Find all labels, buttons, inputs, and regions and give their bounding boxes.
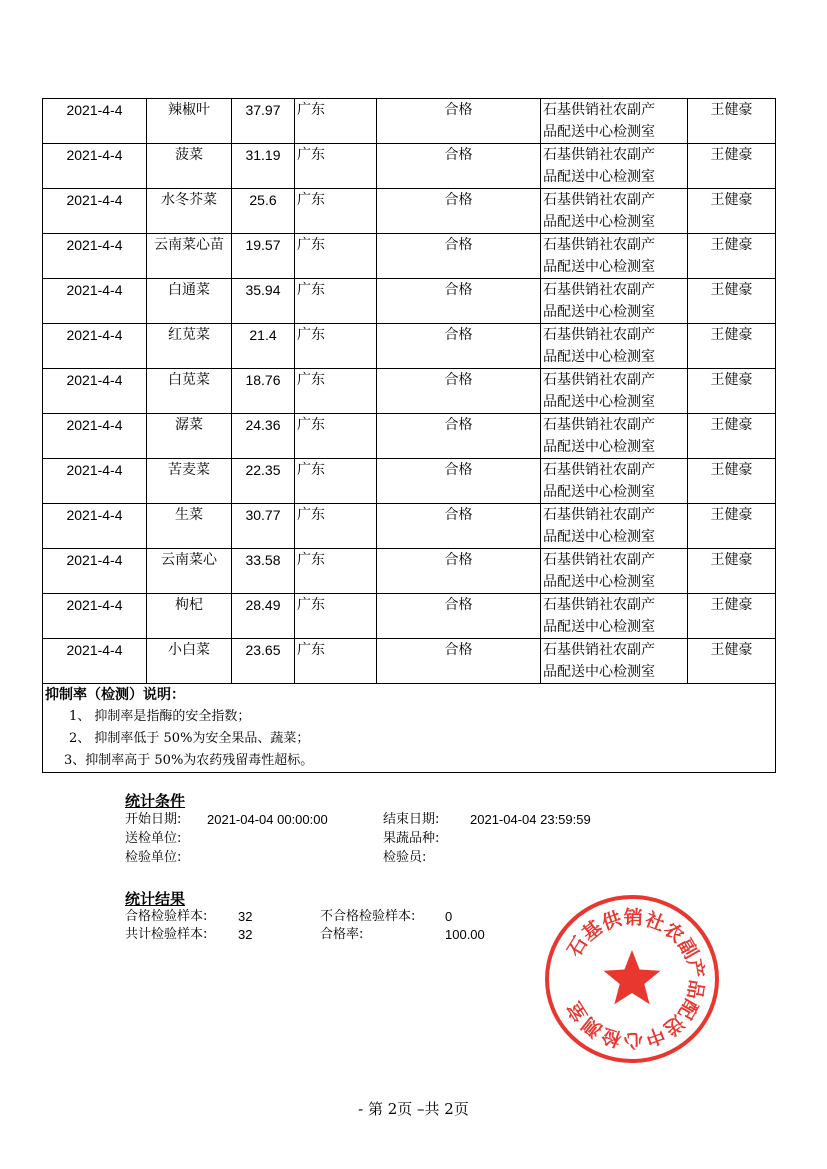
inspection-unit-label: 检验单位: [125, 850, 182, 865]
item-name-cell: 生菜 [147, 504, 232, 549]
inhibition-rate-cell: 35.94 [232, 279, 295, 324]
seal-char: 副 [673, 935, 702, 963]
seal-char: 供 [599, 907, 625, 935]
lab-cell [541, 414, 688, 459]
seal-star-icon [604, 950, 661, 1004]
date-cell: 2021-4-4 [43, 459, 147, 504]
origin-cell: 广东 [295, 99, 377, 144]
seal-char: 心 [623, 1028, 644, 1052]
inhibition-rate-cell: 23.65 [232, 639, 295, 684]
note-line-2: 2、 抑制率低于 50%为安全果品、蔬菜； [69, 731, 310, 746]
item-name-cell: 白通菜 [147, 279, 232, 324]
inhibition-rate-cell: 19.57 [232, 234, 295, 279]
lab-line-2: 品配送中心检测室 [543, 529, 655, 545]
item-name-cell: 水冬芥菜 [147, 189, 232, 234]
inspector-cell: 王健豪 [688, 144, 776, 189]
inspector-cell: 王健豪 [688, 504, 776, 549]
lab-line-2: 品配送中心检测室 [543, 304, 655, 320]
inspector-cell: 王健豪 [688, 459, 776, 504]
origin-cell: 广东 [295, 594, 377, 639]
item-name-cell: 白苋菜 [147, 369, 232, 414]
date-cell: 2021-4-4 [43, 99, 147, 144]
table-row [43, 639, 776, 684]
table-row [43, 189, 776, 234]
inspector-cell: 王健豪 [688, 189, 776, 234]
date-cell: 2021-4-4 [43, 594, 147, 639]
seal-char: 检 [599, 1023, 625, 1051]
lab-cell [541, 549, 688, 594]
inspector-cell: 王健豪 [688, 279, 776, 324]
table-row [43, 279, 776, 324]
note-line-3: 3、抑制率高于 50%为农药残留毒性超标。 [64, 753, 314, 768]
inspector-cell: 王健豪 [688, 414, 776, 459]
inhibition-rate-cell: 24.36 [232, 414, 295, 459]
page-footer: - 第 2页 –共 2页 [358, 1100, 469, 1118]
inhibition-rate-cell: 18.76 [232, 369, 295, 414]
lab-line-1: 石基供销社农副产 [543, 237, 655, 253]
inspector-cell: 王健豪 [688, 99, 776, 144]
item-name-cell: 云南菜心 [147, 549, 232, 594]
lab-line-1: 石基供销社农副产 [543, 192, 655, 208]
lab-line-1: 石基供销社农副产 [543, 372, 655, 388]
origin-cell: 广东 [295, 639, 377, 684]
result-cell: 合格 [377, 279, 541, 324]
table-row [43, 234, 776, 279]
lab-line-1: 石基供销社农副产 [543, 597, 655, 613]
inspector-cell: 王健豪 [688, 549, 776, 594]
total-samples-label: 共计检验样本: [125, 927, 208, 942]
date-cell: 2021-4-4 [43, 549, 147, 594]
table-row [43, 549, 776, 594]
seal-char: 农 [659, 918, 689, 948]
inspector-cell: 王健豪 [688, 369, 776, 414]
date-cell: 2021-4-4 [43, 639, 147, 684]
date-cell: 2021-4-4 [43, 189, 147, 234]
origin-cell: 广东 [295, 414, 377, 459]
official-seal [543, 893, 721, 1065]
end-date-value: 2021-04-04 23:59:59 [470, 812, 591, 827]
lab-cell [541, 639, 688, 684]
notes-row [43, 684, 776, 773]
seal-char: 产 [682, 957, 708, 980]
table-row [43, 369, 776, 414]
date-cell: 2021-4-4 [43, 144, 147, 189]
lab-line-1: 石基供销社农副产 [543, 417, 655, 433]
table-row [43, 504, 776, 549]
table-row [43, 594, 776, 639]
variety-label: 果蔬品种: [383, 831, 440, 846]
date-cell: 2021-4-4 [43, 279, 147, 324]
result-cell: 合格 [377, 99, 541, 144]
lab-cell [541, 459, 688, 504]
seal-graphic [543, 893, 721, 1065]
seal-char: 中 [642, 1022, 668, 1050]
notes-cell [43, 684, 776, 773]
origin-cell: 广东 [295, 234, 377, 279]
table-row [43, 99, 776, 144]
origin-cell: 广东 [295, 279, 377, 324]
origin-cell: 广东 [295, 144, 377, 189]
seal-char: 基 [578, 916, 607, 946]
date-cell: 2021-4-4 [43, 504, 147, 549]
inspector-cell: 王健豪 [688, 324, 776, 369]
result-cell: 合格 [377, 549, 541, 594]
origin-cell: 广东 [295, 189, 377, 234]
lab-cell [541, 504, 688, 549]
total-samples-value: 32 [238, 927, 253, 942]
lab-line-2: 品配送中心检测室 [543, 439, 655, 455]
inspector-cell: 王健豪 [688, 594, 776, 639]
inhibition-rate-cell: 21.4 [232, 324, 295, 369]
seal-char: 配 [673, 995, 702, 1023]
inhibition-rate-cell: 28.49 [232, 594, 295, 639]
results-table [42, 98, 776, 773]
lab-line-1: 石基供销社农副产 [543, 102, 655, 118]
date-cell: 2021-4-4 [43, 414, 147, 459]
result-cell: 合格 [377, 504, 541, 549]
lab-line-2: 品配送中心检测室 [543, 349, 655, 365]
result-cell: 合格 [377, 414, 541, 459]
lab-cell [541, 324, 688, 369]
result-cell: 合格 [377, 639, 541, 684]
lab-cell [541, 369, 688, 414]
item-name-cell: 辣椒叶 [147, 99, 232, 144]
lab-line-1: 石基供销社农副产 [543, 642, 655, 658]
result-cell: 合格 [377, 459, 541, 504]
seal-char: 社 [642, 908, 668, 936]
inhibition-rate-cell: 30.77 [232, 504, 295, 549]
date-cell: 2021-4-4 [43, 234, 147, 279]
inhibition-rate-cell: 33.58 [232, 549, 295, 594]
table-row [43, 459, 776, 504]
pass-samples-value: 32 [238, 909, 253, 924]
result-cell: 合格 [377, 369, 541, 414]
notes-title: 抑制率（检测）说明： [45, 687, 185, 703]
fail-samples-label: 不合格检验样本: [320, 909, 416, 924]
conditions-title: 统计条件 [125, 792, 186, 810]
inspector-cell: 王健豪 [688, 234, 776, 279]
results-table-body [43, 99, 776, 684]
lab-cell [541, 189, 688, 234]
result-cell: 合格 [377, 189, 541, 234]
lab-line-1: 石基供销社农副产 [543, 327, 655, 343]
pass-rate-label: 合格率: [320, 927, 364, 942]
lab-cell [541, 234, 688, 279]
date-cell: 2021-4-4 [43, 369, 147, 414]
seal-char: 销 [623, 906, 644, 930]
lab-line-2: 品配送中心检测室 [543, 484, 655, 500]
lab-line-2: 品配送中心检测室 [543, 214, 655, 230]
lab-line-2: 品配送中心检测室 [543, 124, 655, 140]
lab-line-1: 石基供销社农副产 [543, 552, 655, 568]
lab-line-2: 品配送中心检测室 [543, 664, 655, 680]
inspector-cell: 王健豪 [688, 639, 776, 684]
item-name-cell: 潺菜 [147, 414, 232, 459]
inhibition-rate-cell: 37.97 [232, 99, 295, 144]
start-date-label: 开始日期: [125, 812, 182, 827]
origin-cell: 广东 [295, 324, 377, 369]
pass-samples-label: 合格检验样本: [125, 909, 208, 924]
item-name-cell: 云南菜心苗 [147, 234, 232, 279]
lab-cell [541, 144, 688, 189]
table-row [43, 144, 776, 189]
lab-line-1: 石基供销社农副产 [543, 147, 655, 163]
date-cell: 2021-4-4 [43, 324, 147, 369]
origin-cell: 广东 [295, 549, 377, 594]
table-row [43, 324, 776, 369]
lab-line-1: 石基供销社农副产 [543, 462, 655, 478]
lab-line-2: 品配送中心检测室 [543, 169, 655, 185]
end-date-label: 结束日期: [383, 812, 440, 827]
inhibition-rate-cell: 25.6 [232, 189, 295, 234]
inspector-label: 检验员: [383, 850, 427, 865]
lab-line-2: 品配送中心检测室 [543, 394, 655, 410]
pass-rate-value: 100.00 [445, 927, 485, 942]
inhibition-rate-cell: 31.19 [232, 144, 295, 189]
lab-line-1: 石基供销社农副产 [543, 507, 655, 523]
seal-char: 测 [578, 1012, 607, 1042]
inhibition-rate-cell: 22.35 [232, 459, 295, 504]
item-name-cell: 红苋菜 [147, 324, 232, 369]
lab-line-2: 品配送中心检测室 [543, 259, 655, 275]
item-name-cell: 苦麦菜 [147, 459, 232, 504]
item-name-cell: 菠菜 [147, 144, 232, 189]
fail-samples-value: 0 [445, 909, 453, 924]
lab-cell [541, 279, 688, 324]
seal-char: 送 [659, 1010, 689, 1040]
lab-cell [541, 99, 688, 144]
result-cell: 合格 [377, 594, 541, 639]
item-name-cell: 小白菜 [147, 639, 232, 684]
origin-cell: 广东 [295, 369, 377, 414]
table-row [43, 414, 776, 459]
seal-char: 石 [563, 932, 593, 961]
sender-unit-label: 送检单位: [125, 831, 182, 846]
result-cell: 合格 [377, 324, 541, 369]
seal-char: 室 [563, 997, 593, 1026]
result-cell: 合格 [377, 234, 541, 279]
lab-cell [541, 594, 688, 639]
results-title: 统计结果 [125, 890, 186, 908]
note-line-1: 1、 抑制率是指酶的安全指数； [69, 709, 251, 724]
lab-line-1: 石基供销社农副产 [543, 282, 655, 298]
origin-cell: 广东 [295, 459, 377, 504]
item-name-cell: 枸杞 [147, 594, 232, 639]
result-cell: 合格 [377, 144, 541, 189]
lab-line-2: 品配送中心检测室 [543, 619, 655, 635]
start-date-value: 2021-04-04 00:00:00 [207, 812, 328, 827]
seal-char: 品 [682, 978, 708, 1001]
origin-cell: 广东 [295, 504, 377, 549]
lab-line-2: 品配送中心检测室 [543, 574, 655, 590]
